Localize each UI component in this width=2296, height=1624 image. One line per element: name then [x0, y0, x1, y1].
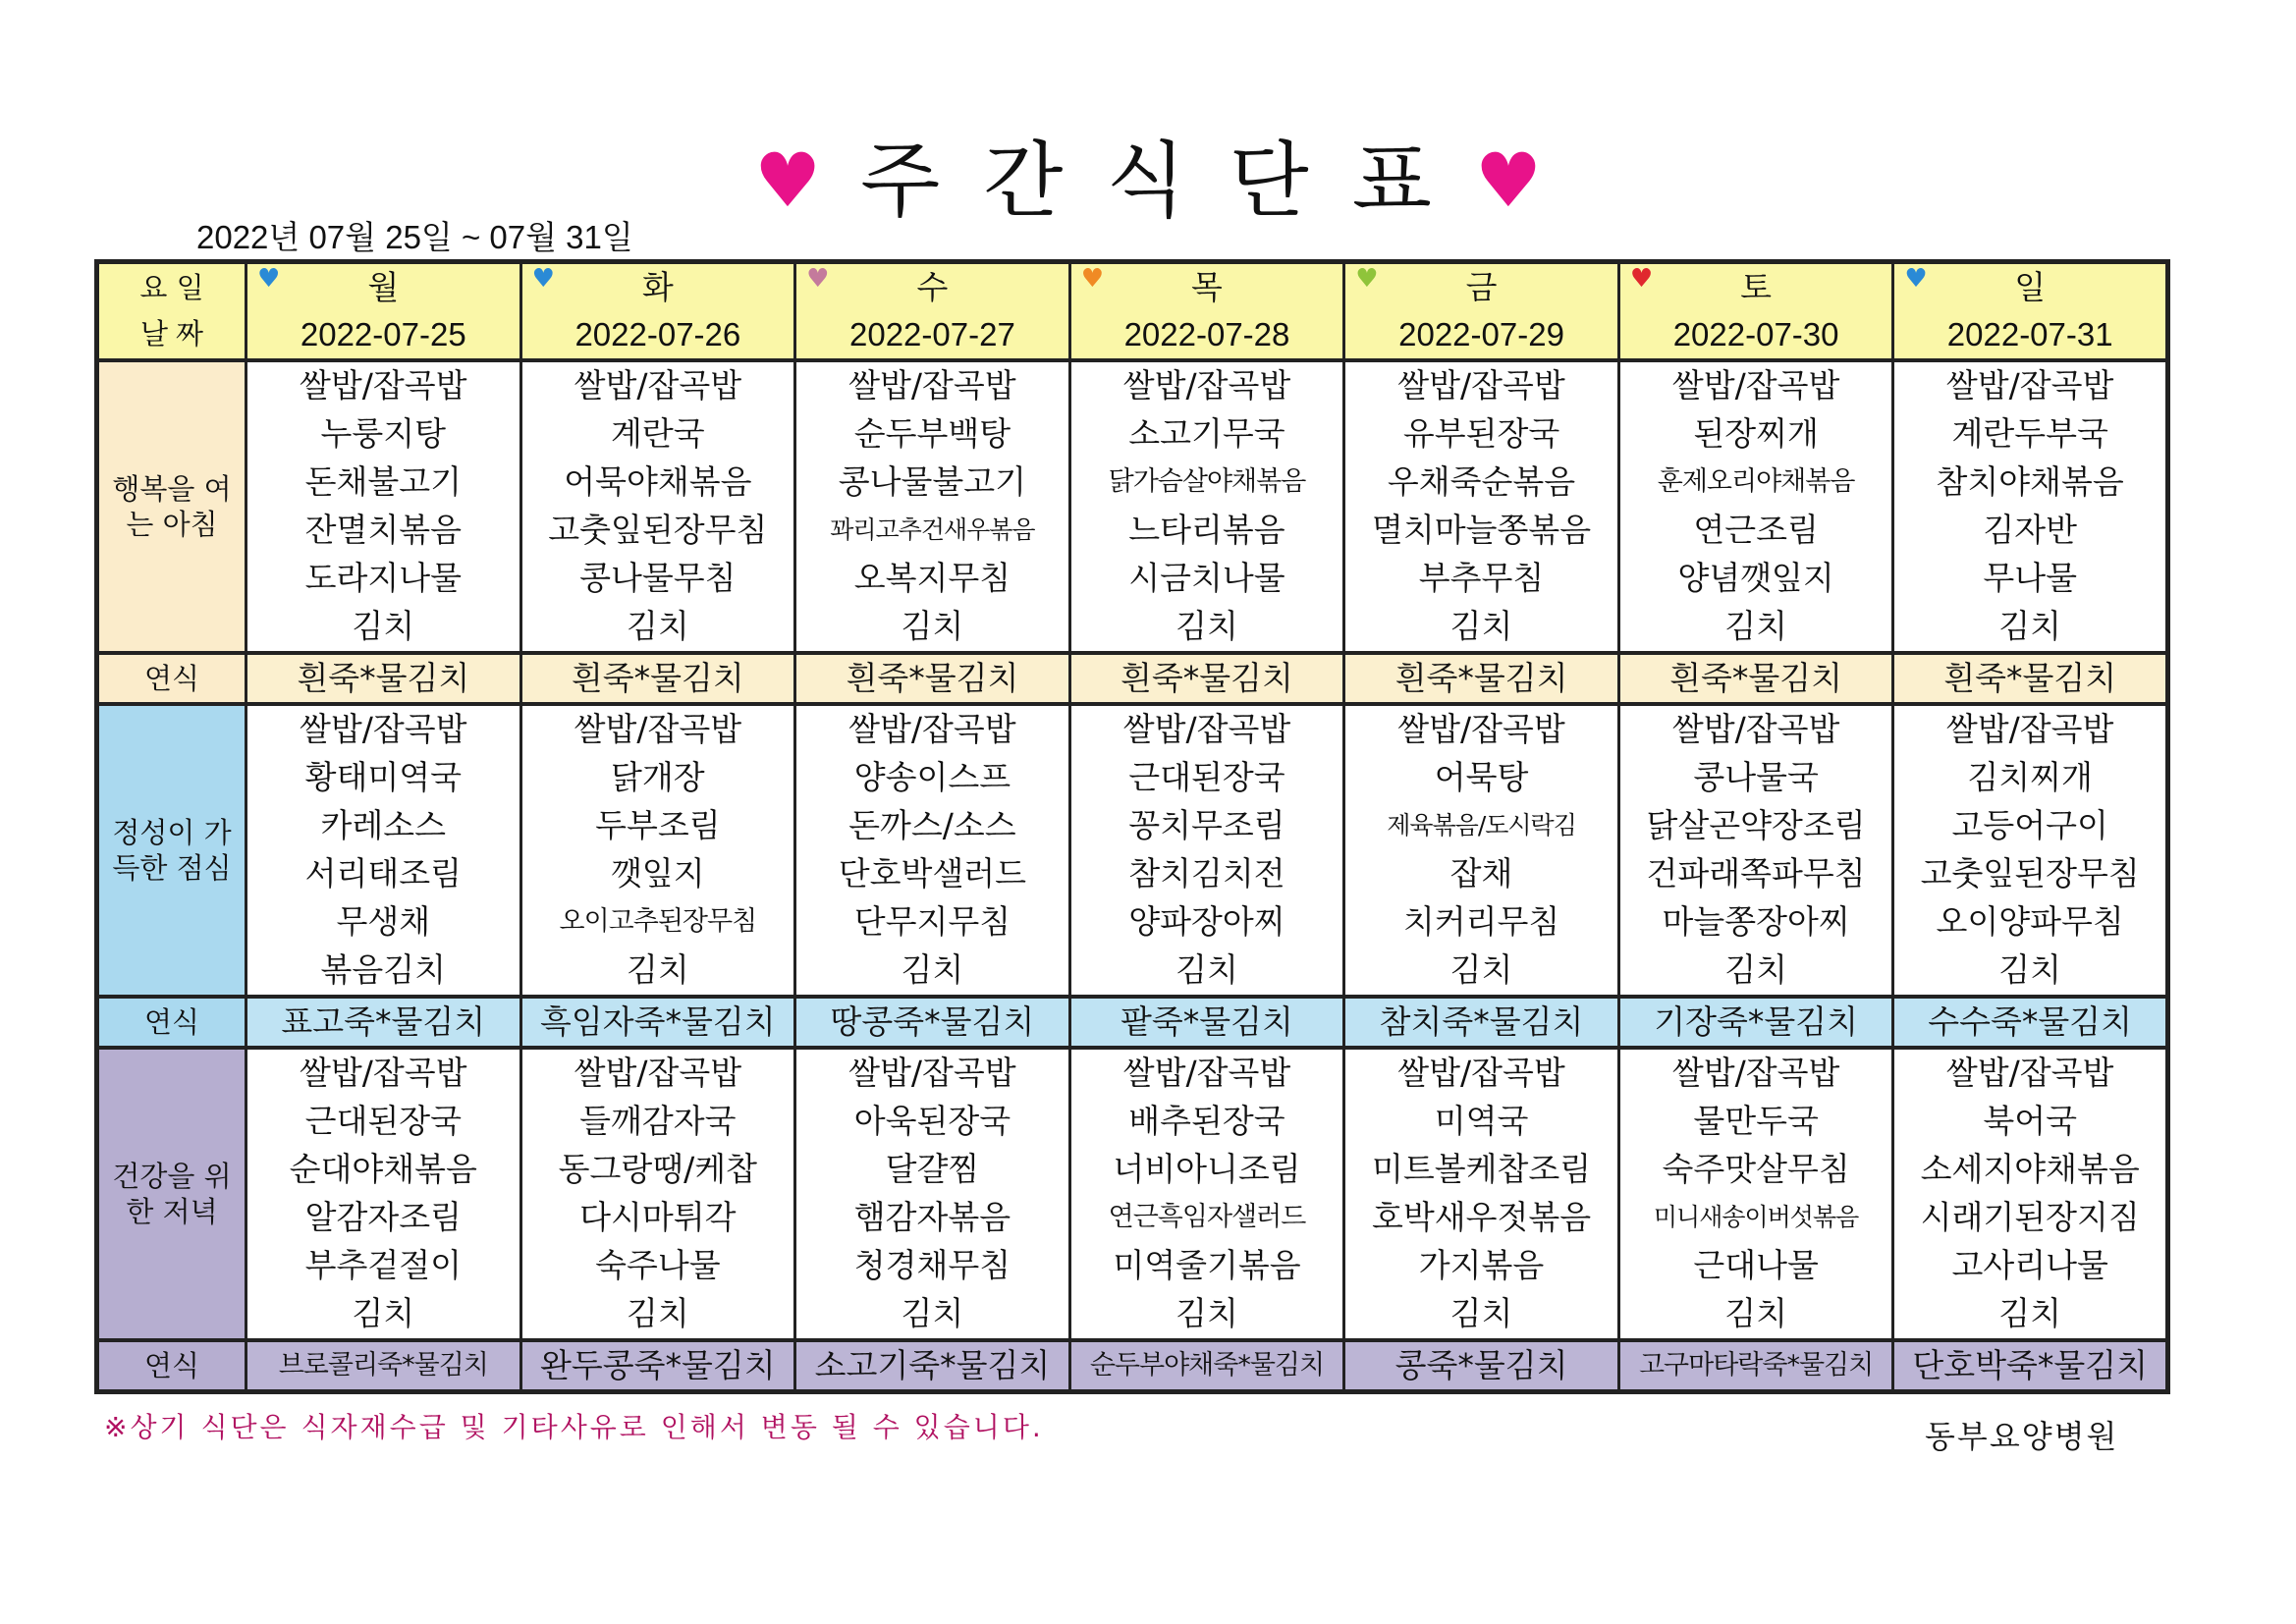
menu-item: 부추겉절이: [304, 1246, 462, 1284]
breakfast-menu-cell: [1344, 360, 1619, 653]
menu-item: 쌀밥/잡곡밥: [1945, 710, 2114, 748]
menu-item: 김치: [901, 950, 964, 989]
flower-icon: ♥: [806, 264, 830, 294]
menu-item: 숙주맛살무침: [1662, 1150, 1850, 1188]
snack-cell: [795, 1340, 1070, 1392]
menu-item: 순대야채볶음: [289, 1150, 477, 1188]
menu-item: 카레소스: [320, 806, 447, 844]
breakfast-menu-cell: [795, 360, 1070, 653]
menu-item: 쌀밥/잡곡밥: [574, 710, 742, 748]
menu-item: 너비아니조림: [1113, 1150, 1301, 1188]
menu-item: 유부된장국: [1402, 414, 1560, 453]
breakfast-menu-cell: [1069, 360, 1344, 653]
menu-item: 부추무침: [1418, 559, 1545, 597]
menu-item: 쌀밥/잡곡밥: [1122, 366, 1291, 405]
menu-item: 김치: [1724, 607, 1787, 645]
day-name-cell: [1618, 262, 1893, 312]
snack-label: 연식: [97, 1340, 246, 1392]
snack-cell: [1893, 997, 2168, 1048]
snack-item: 흰죽*물김치: [1394, 659, 1568, 697]
heart-icon: ♥: [753, 136, 822, 225]
menu-item: 미역줄기볶음: [1113, 1246, 1301, 1284]
menu-item: 숙주나물: [595, 1246, 721, 1284]
menu-item: 김치: [1175, 1294, 1238, 1332]
menu-item: 쌀밥/잡곡밥: [1397, 366, 1565, 405]
menu-item: 가지볶음: [1418, 1246, 1545, 1284]
day-date: 2022-07-31: [1893, 311, 2168, 360]
menu-item: 오이고추된장무침: [559, 906, 757, 937]
menu-item: 김치: [1175, 607, 1238, 645]
snack-cell: [1344, 997, 1619, 1048]
menu-item: 닭개장: [611, 758, 705, 796]
menu-item: 달걀찜: [885, 1150, 980, 1188]
menu-item: 김치: [1998, 607, 2062, 645]
menu-item: 쌀밥/잡곡밥: [848, 1054, 1016, 1092]
dinner-menu-cell: [795, 1048, 1070, 1340]
menu-item: 오이양파무침: [1936, 902, 2124, 941]
snack-item: 흰죽*물김치: [1121, 659, 1293, 697]
heart-icon: ♥: [1474, 136, 1542, 225]
snack-cell: [246, 1340, 521, 1392]
menu-item: 김치: [1449, 1294, 1513, 1332]
menu-item: 멸치마늘쫑볶음: [1371, 511, 1592, 549]
menu-item: 배추된장국: [1128, 1102, 1285, 1140]
menu-item: 청경채무침: [853, 1246, 1011, 1284]
menu-item: 양파장아찌: [1128, 902, 1285, 941]
menu-item: 북어국: [1983, 1102, 2077, 1140]
snack-item: 흰죽*물김치: [297, 659, 470, 697]
menu-item: 쌀밥/잡곡밥: [1397, 1054, 1565, 1092]
menu-item: 김치: [626, 1294, 689, 1332]
menu-item: 마늘쫑장아찌: [1662, 902, 1850, 941]
snack-cell: [795, 653, 1070, 704]
breakfast-menu-cell: [246, 360, 521, 653]
snack-cell: [520, 653, 795, 704]
day-name-cell: [1069, 262, 1344, 312]
day-name-cell: [1344, 262, 1619, 312]
snack-item: 흰죽*물김치: [571, 659, 744, 697]
weekly-menu-table: [94, 259, 2170, 1394]
menu-item: 잔멸치볶음: [304, 511, 462, 549]
dinner-label: 건강을 위한 저녁: [97, 1048, 246, 1340]
day-name: 월: [367, 268, 400, 306]
menu-item: 시금치나물: [1128, 559, 1285, 597]
menu-item: 햄감자볶음: [853, 1198, 1011, 1236]
lunch-menu-cell: [1618, 704, 1893, 997]
dinner-menu-cell: [1069, 1048, 1344, 1340]
menu-item: 고춧잎된장무침: [548, 511, 768, 549]
flower-icon: ♥: [257, 264, 281, 294]
menu-item: 쌀밥/잡곡밥: [1945, 1054, 2114, 1092]
lunch-menu-cell: [246, 704, 521, 997]
flower-icon: ♥: [531, 264, 555, 294]
snack-item: 흰죽*물김치: [1943, 659, 2117, 697]
lunch-menu-cell: [795, 704, 1070, 997]
day-name-cell: [1893, 262, 2168, 312]
menu-period: 2022년 07월 25일 ~ 07월 31일: [196, 219, 633, 255]
menu-item: 참치야채볶음: [1936, 462, 2124, 501]
menu-item: 참치김치전: [1128, 854, 1285, 893]
menu-item: 쌀밥/잡곡밥: [300, 710, 467, 748]
day-name-cell: [520, 262, 795, 312]
menu-item: 단무지무침: [853, 902, 1011, 941]
menu-item: 근대나물: [1693, 1246, 1819, 1284]
menu-item: 소고기무국: [1128, 414, 1285, 453]
menu-item: 쌀밥/잡곡밥: [574, 1054, 742, 1092]
snack-item: 고구마타락죽*물김치: [1638, 1350, 1874, 1380]
lunch-label: 정성이 가득한 점심: [97, 704, 246, 997]
menu-item: 어묵야채볶음: [564, 462, 752, 501]
menu-item: 김치: [1724, 950, 1787, 989]
dinner-menu-cell: [246, 1048, 521, 1340]
menu-item: 콩나물무침: [579, 559, 737, 597]
snack-item: 소고기죽*물김치: [814, 1346, 1051, 1384]
date-label: 날 짜: [97, 311, 246, 360]
menu-item: 쌀밥/잡곡밥: [1945, 366, 2114, 405]
snack-item: 흑임자죽*물김치: [540, 1002, 776, 1041]
dinner-menu-cell: [1344, 1048, 1619, 1340]
menu-item: 아욱된장국: [853, 1102, 1011, 1140]
menu-item: 오복지무침: [853, 559, 1011, 597]
snack-item: 기장죽*물김치: [1654, 1002, 1858, 1041]
title-text: 주간식단표: [860, 133, 1475, 230]
snack-cell: [1069, 653, 1344, 704]
menu-item: 쌀밥/잡곡밥: [300, 366, 467, 405]
menu-item: 무생채: [336, 902, 431, 941]
menu-item: 꽁치무조림: [1128, 806, 1285, 844]
snack-cell: [1069, 1340, 1344, 1392]
flower-icon: ♥: [1080, 264, 1104, 294]
menu-item: 김치: [1724, 1294, 1787, 1332]
menu-item: 연근흑임자샐러드: [1108, 1202, 1306, 1232]
snack-cell: [795, 997, 1070, 1048]
day-name: 수: [916, 268, 949, 306]
snack-item: 단호박죽*물김치: [1912, 1346, 2149, 1384]
lunch-snack-row: [97, 997, 2168, 1048]
menu-item: 동그랑땡/케찹: [558, 1150, 758, 1188]
menu-item: 김치: [901, 1294, 964, 1332]
menu-item: 쌀밥/잡곡밥: [1122, 1054, 1291, 1092]
breakfast-menu-cell: [1618, 360, 1893, 653]
menu-item: 물만두국: [1693, 1102, 1819, 1140]
menu-item: 느타리볶음: [1128, 511, 1285, 549]
menu-item: 계란국: [611, 414, 705, 453]
menu-item: 제육볶음/도시락김: [1387, 811, 1576, 839]
lunch-menu-cell: [1893, 704, 2168, 997]
dinner-menu-cell: [1893, 1048, 2168, 1340]
day-name-cell: [795, 262, 1070, 312]
menu-item: 쌀밥/잡곡밥: [1122, 710, 1291, 748]
snack-item: 수수죽*물김치: [1928, 1002, 2133, 1041]
snack-item: 콩죽*물김치: [1394, 1346, 1568, 1384]
menu-item: 우채죽순볶음: [1387, 462, 1576, 501]
snack-cell: [246, 653, 521, 704]
day-name: 목: [1191, 268, 1223, 306]
menu-item: 김치: [1175, 950, 1238, 989]
day-date: 2022-07-25: [246, 311, 521, 360]
menu-item: 미트볼케찹조림: [1371, 1150, 1592, 1188]
breakfast-menu-cell: [1893, 360, 2168, 653]
lunch-menu-cell: [520, 704, 795, 997]
menu-item: 닭살곤약장조림: [1646, 806, 1866, 844]
snack-item: 브로콜리죽*물김치: [278, 1350, 488, 1380]
menu-item: 연근조림: [1693, 511, 1819, 549]
breakfast-label: 행복을 여는 아침: [97, 360, 246, 653]
menu-item: 무나물: [1983, 559, 2077, 597]
day-name-cell: [246, 262, 521, 312]
snack-cell: [1344, 653, 1619, 704]
menu-item: 김치: [901, 607, 964, 645]
snack-cell: [1618, 1340, 1893, 1392]
snack-item: 완두콩죽*물김치: [540, 1346, 776, 1384]
menu-item: 볶음김치: [320, 950, 447, 989]
day-date: 2022-07-29: [1344, 311, 1619, 360]
menu-item: 돈채불고기: [304, 462, 462, 501]
snack-cell: [1069, 997, 1344, 1048]
menu-item: 두부조림: [595, 806, 721, 844]
menu-item: 근대된장국: [1128, 758, 1285, 796]
breakfast-row: [97, 360, 2168, 653]
breakfast-snack-row: [97, 653, 2168, 704]
menu-item: 김치: [1449, 607, 1513, 645]
dinner-row: [97, 1048, 2168, 1340]
day-date: 2022-07-28: [1069, 311, 1344, 360]
menu-item: 김치: [352, 607, 415, 645]
menu-item: 어묵탕: [1434, 758, 1529, 796]
menu-item: 김치: [1998, 950, 2062, 989]
menu-item: 쌀밥/잡곡밥: [1671, 366, 1840, 405]
menu-item: 알감자조림: [304, 1198, 462, 1236]
day-name: 토: [1740, 268, 1773, 306]
date-header-row: [97, 311, 2168, 360]
menu-item: 쌀밥/잡곡밥: [300, 1054, 467, 1092]
flower-icon: ♥: [1355, 264, 1379, 294]
menu-item: 순두부백탕: [853, 414, 1011, 453]
menu-item: 훈제오리야채볶음: [1657, 466, 1855, 497]
flower-icon: ♥: [1904, 264, 1928, 294]
snack-cell: [1344, 1340, 1619, 1392]
menu-item: 쌀밥/잡곡밥: [848, 366, 1016, 405]
menu-item: 계란두부국: [1951, 414, 2108, 453]
menu-item: 된장찌개: [1693, 414, 1819, 453]
menu-item: 도라지나물: [304, 559, 462, 597]
menu-item: 다시마튀각: [579, 1198, 737, 1236]
menu-item: 김치찌개: [1967, 758, 2093, 796]
day-name: 금: [1465, 268, 1498, 306]
snack-cell: [1618, 997, 1893, 1048]
menu-item: 고등어구이: [1951, 806, 2108, 844]
day-name: 일: [2014, 268, 2047, 306]
dinner-menu-cell: [1618, 1048, 1893, 1340]
snack-cell: [520, 1340, 795, 1392]
menu-item: 돈까스/소스: [848, 806, 1016, 844]
menu-item: 들깨감자국: [579, 1102, 737, 1140]
menu-item: 김치: [1998, 1294, 2062, 1332]
menu-item: 근대된장국: [304, 1102, 462, 1140]
day-date: 2022-07-26: [520, 311, 795, 360]
day-header-row: [97, 262, 2168, 312]
snack-item: 팥죽*물김치: [1121, 1002, 1293, 1041]
menu-item: 김치: [352, 1294, 415, 1332]
snack-item: 참치죽*물김치: [1379, 1002, 1584, 1041]
menu-item: 양송이스프: [853, 758, 1011, 796]
dinner-snack-row: [97, 1340, 2168, 1392]
lunch-menu-cell: [1344, 704, 1619, 997]
day-date: 2022-07-27: [795, 311, 1070, 360]
menu-item: 시래기된장지짐: [1920, 1198, 2140, 1236]
menu-item: 양념깻잎지: [1677, 559, 1834, 597]
menu-item: 고사리나물: [1951, 1246, 2108, 1284]
hospital-name: 동부요양병원: [1925, 1418, 2119, 1455]
menu-item: 쌀밥/잡곡밥: [574, 366, 742, 405]
menu-item: 소세지야채볶음: [1920, 1150, 2140, 1188]
menu-item: 닭가슴살야채볶음: [1108, 466, 1306, 497]
lunch-row: [97, 704, 2168, 997]
menu-item: 미역국: [1434, 1102, 1529, 1140]
menu-item: 꽈리고추건새우볶음: [830, 515, 1035, 544]
menu-item: 미니새송이버섯볶음: [1653, 1203, 1859, 1231]
menu-item: 누룽지탕: [320, 414, 447, 453]
menu-item: 김치: [626, 607, 689, 645]
menu-item: 고춧잎된장무침: [1920, 854, 2140, 893]
menu-item: 김치: [626, 950, 689, 989]
menu-item: 단호박샐러드: [838, 854, 1027, 893]
menu-item: 건파래쪽파무침: [1646, 854, 1866, 893]
snack-item: 표고죽*물김치: [281, 1002, 486, 1041]
lunch-menu-cell: [1069, 704, 1344, 997]
menu-item: 잡채: [1449, 854, 1513, 893]
menu-item: 황태미역국: [304, 758, 462, 796]
menu-item: 쌀밥/잡곡밥: [1671, 710, 1840, 748]
menu-item: 김치: [1449, 950, 1513, 989]
dinner-menu-cell: [520, 1048, 795, 1340]
day-date: 2022-07-30: [1618, 311, 1893, 360]
menu-item: 치커리무침: [1402, 902, 1560, 941]
menu-item: 호박새우젓볶음: [1371, 1198, 1592, 1236]
menu-item: 쌀밥/잡곡밥: [1397, 710, 1565, 748]
snack-label: 연식: [97, 653, 246, 704]
day-name: 화: [641, 268, 674, 306]
menu-item: 쌀밥/잡곡밥: [848, 710, 1016, 748]
snack-cell: [1893, 653, 2168, 704]
menu-item: 콩나물불고기: [838, 462, 1027, 501]
menu-item: 김자반: [1983, 511, 2077, 549]
snack-cell: [1618, 653, 1893, 704]
snack-item: 흰죽*물김치: [846, 659, 1019, 697]
menu-item: 쌀밥/잡곡밥: [1671, 1054, 1840, 1092]
footnote: ※상기 식단은 식자재수급 및 기타사유로 인해서 변동 될 수 있습니다.: [104, 1411, 1044, 1443]
snack-cell: [1893, 1340, 2168, 1392]
menu-item: 콩나물국: [1693, 758, 1819, 796]
yoil-label: 요 일: [97, 262, 246, 312]
snack-cell: [246, 997, 521, 1048]
snack-item: 땅콩죽*물김치: [830, 1002, 1035, 1041]
breakfast-menu-cell: [520, 360, 795, 653]
flower-icon: ♥: [1629, 264, 1654, 294]
snack-item: 흰죽*물김치: [1669, 659, 1843, 697]
snack-label: 연식: [97, 997, 246, 1048]
menu-item: 서리태조림: [304, 854, 462, 893]
menu-item: 깻잎지: [611, 854, 705, 893]
snack-cell: [520, 997, 795, 1048]
snack-item: 순두부야채죽*물김치: [1089, 1350, 1325, 1380]
